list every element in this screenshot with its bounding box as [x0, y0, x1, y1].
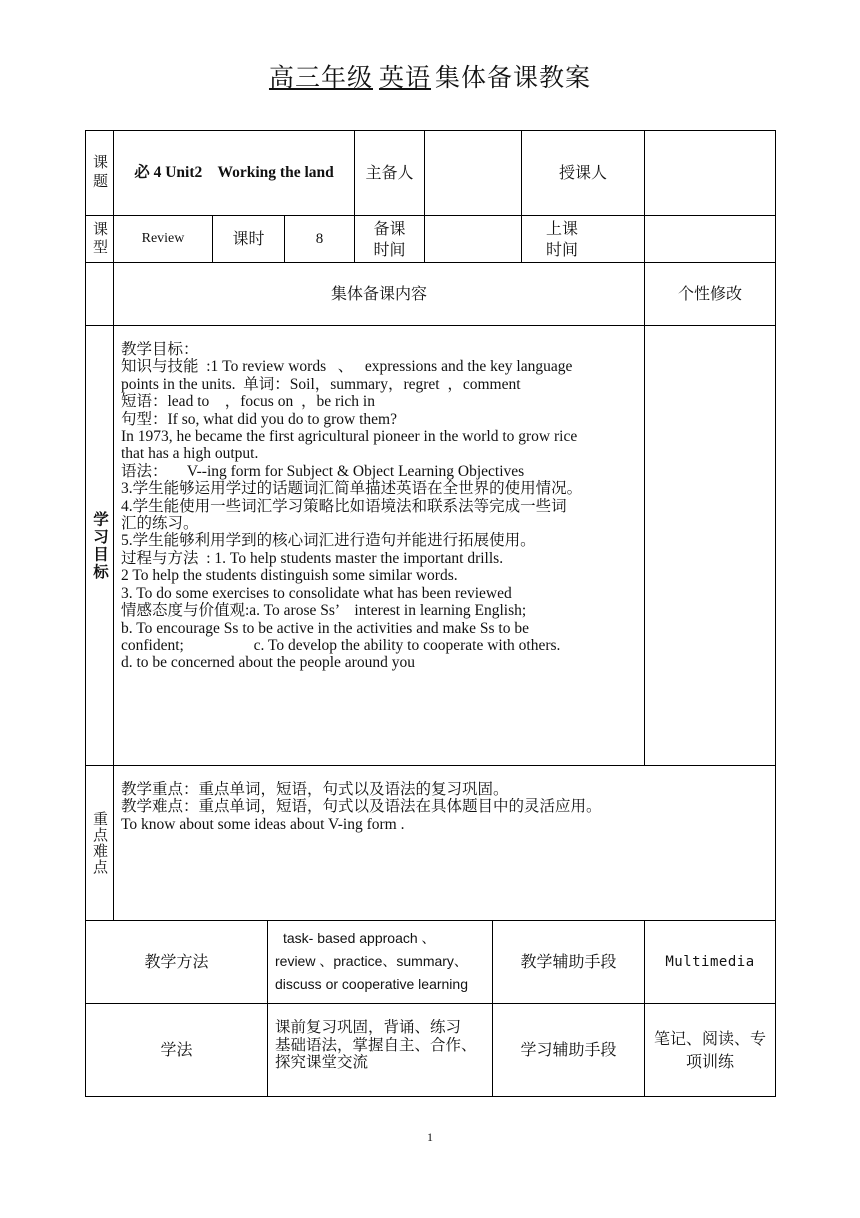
lead-preparer-label: 主备人	[365, 163, 414, 182]
objective-line: 汇的练习。	[121, 515, 199, 533]
teacher-label: 授课人	[558, 163, 607, 182]
objective-line: confident; c. To develop the ability to cooperate with others.	[121, 636, 561, 654]
objective-line: 知识与技能 :1 To review words 、 expressions and the key language	[121, 358, 573, 376]
prep-time-label: 备课 时间	[373, 219, 406, 259]
objectives-side-label: 学习目标	[91, 510, 109, 581]
objective-line: 4.学生能使用一些词汇学习策略比如语境法和联系法等完成一些词	[121, 497, 567, 515]
topic-value: 必 4 Unit2 Working the land	[134, 164, 334, 181]
keypoints-text	[121, 781, 771, 833]
objective-line: 3.学生能够运用学过的话题词汇简单描述英语在全世界的使用情况。	[121, 480, 583, 498]
objective-line: 3. To do some exercises to consolidate what has been reviewed	[121, 584, 512, 602]
study-aid-label: 学习辅助手段	[520, 1040, 617, 1059]
keypoint-line: To know about some ideas about V-ing form .	[121, 815, 405, 833]
objective-line: 过程与方法 : 1. To help students master the important drills.	[121, 549, 504, 567]
teaching-aid-value: Multimedia	[665, 954, 755, 970]
objective-line: 短语：lead to ，focus on ，be rich in	[121, 393, 375, 411]
class-time-label: 上课 时间	[546, 219, 579, 259]
period-label: 课时	[232, 229, 265, 248]
method-value: task- based approach 、 review 、practice、summary、 discuss or cooperative learning	[275, 930, 468, 992]
objective-line: In 1973, he became the first agricultural pioneer in the world to grow rice	[121, 428, 578, 446]
title-suffix: 集体备课教案	[435, 63, 592, 92]
topic-label: 课题	[91, 154, 109, 192]
content-header: 集体备课内容	[330, 284, 427, 303]
objective-line: 5.学生能够利用学到的核心词汇进行造句并能进行拓展使用。	[121, 532, 536, 550]
study-method-label: 学法	[160, 1040, 193, 1059]
type-label: 课型	[91, 221, 109, 257]
title-subject: 英语	[378, 63, 431, 92]
study-aid-value: 笔记、阅读、专 项训练	[653, 1029, 766, 1071]
title-grade: 高三年级	[268, 63, 373, 92]
type-value: Review	[141, 231, 185, 246]
page-number: 1	[427, 1130, 433, 1144]
objective-line: d. to be concerned about the people around you	[121, 654, 415, 672]
lead-preparer-value	[425, 131, 521, 215]
objectives-text	[121, 341, 643, 672]
document-title	[0, 58, 860, 94]
prep-time-value	[425, 216, 521, 262]
objective-line: 语法： V--ing form for Subject & Object Learning Objectives	[121, 462, 525, 480]
keypoint-line: 教学难点：重点单词，短语，句式以及语法在具体题目中的灵活应用。	[121, 798, 602, 816]
objective-line: 句型：If so, what did you do to grow them?	[121, 410, 397, 428]
objective-line: 教学目标：	[121, 341, 199, 358]
objective-line: that has a high output.	[121, 445, 259, 463]
teaching-aid-label: 教学辅助手段	[520, 952, 617, 971]
period-value: 8	[315, 231, 324, 247]
keypoint-line: 教学重点：重点单词，短语，句式以及语法的复习巩固。	[121, 781, 509, 798]
method-label: 教学方法	[144, 952, 209, 971]
modify-header: 个性修改	[677, 284, 742, 303]
teacher-value	[645, 131, 775, 215]
objective-line: 2 To help the students distinguish some similar words.	[121, 567, 458, 585]
objective-line: points in the units. 单词：Soil，summary，regret ，comment	[121, 375, 521, 393]
study-method-value: 课前复习巩固，背诵、练习 基础语法，掌握自主、合作、 探究课堂交流	[275, 1018, 477, 1071]
keypoints-side-label: 重点难点	[91, 811, 109, 875]
objective-line: 情感态度与价值观:a. To arose Ss’ interest in learning English;	[121, 602, 527, 620]
objective-line: b. To encourage Ss to be active in the activities and make Ss to be	[121, 619, 529, 637]
